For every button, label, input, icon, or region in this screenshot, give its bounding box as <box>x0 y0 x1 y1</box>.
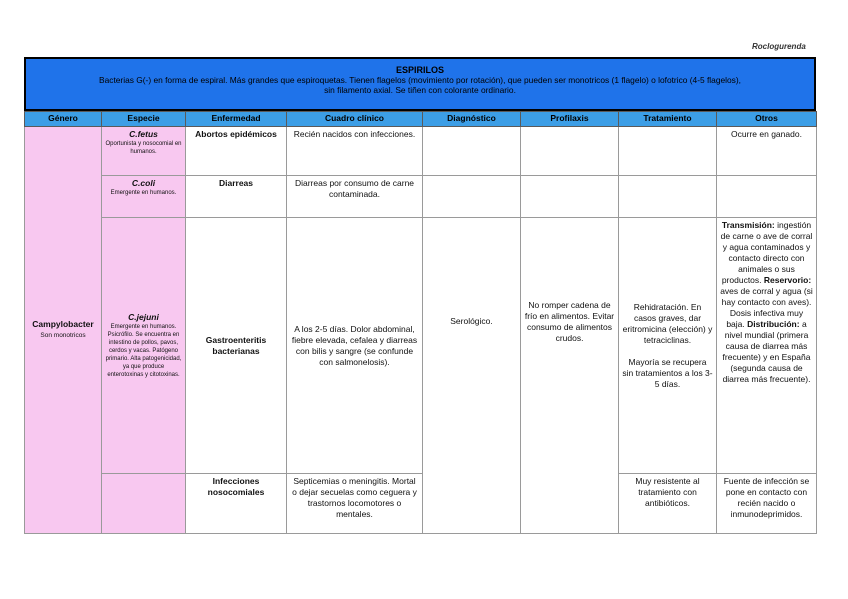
species-cell-jejuni <box>102 218 186 474</box>
transmission-label: Transmisión: <box>721 220 775 230</box>
treatment-cell-nosocomial: Muy resistente al tratamiento con antibióticos. <box>619 474 717 534</box>
table-header-row <box>25 112 817 127</box>
table-row-jejuni <box>25 218 817 474</box>
prophylaxis-cell-fetus <box>521 127 619 176</box>
treatment-cell-fetus <box>619 127 717 176</box>
treatment-cell-coli <box>619 176 717 218</box>
col-header-clinical: Cuadro clínico <box>287 112 423 127</box>
section-description-line-2: sin filamento axial. Se tiñen con colorante ordinario. <box>324 85 516 96</box>
col-header-others: Otros <box>717 112 817 127</box>
section-title: ESPIRILOS <box>395 65 444 75</box>
species-name-coli: C.coli <box>131 178 156 188</box>
distribution-text: a nivel mundial (primera causa de diarrea más frecuente) y en España (segunda causa de diarrea más frecuente). <box>722 319 811 384</box>
species-name-fetus: C.fetus <box>129 129 158 139</box>
col-header-treatment: Tratamiento <box>619 112 717 127</box>
treatment-jejuni-part-2: Mayoría se recupera sin tratamientos a los 3-5 días. <box>622 356 713 389</box>
genus-name: Campylobacter <box>32 319 94 329</box>
col-header-species: Especie <box>102 112 186 127</box>
bacteria-table <box>24 111 817 534</box>
clinical-cell-nosocomial: Septicemias o meningitis. Mortal o dejar secuelas como ceguera y trastornos locomotores o mentales. <box>287 474 423 534</box>
species-note-fetus: Oportunista y nosocomial en humanos. <box>105 141 182 155</box>
col-header-diagnosis: Diagnóstico <box>423 112 521 127</box>
species-note-jejuni: Emergente en humanos. Psicrófilo. Se encuentra en intestino de pollos, pavos, cerdos y vacas. Patógeno primario. Alta patogenicidad, ya que produce enterotoxinas y citotoxinas. <box>105 324 182 378</box>
species-cell-nosocomial <box>102 474 186 534</box>
others-cell-nosocomial: Fuente de infección se pone en contacto con recién nacido o inmunodeprimidos. <box>717 474 817 534</box>
species-name-jejuni: C.jejuni <box>128 312 159 322</box>
table-row-coli <box>25 176 817 218</box>
disease-cell-coli: Diarreas <box>186 176 287 218</box>
reservoir-text: aves de corral y agua (si hay contacto con aves). Dosis infectiva muy baja. <box>720 286 813 329</box>
disease-cell-nosocomial: Infecciones nosocomiales <box>186 474 287 534</box>
section-description-line-1: Bacterias G(-) en forma de espiral. Más grandes que espiroquetas. Tienen flagelos (movimiento por rotación), que pueden ser monotricos (1 flagelo) o lofotrico (4-5 flagelos), <box>99 75 741 86</box>
clinical-cell-coli: Diarreas por consumo de carne contaminada. <box>287 176 423 218</box>
prophylaxis-cell-jejuni: No romper cadena de frío en alimentos. Evitar consumo de alimentos crudos. <box>521 218 619 534</box>
transmission-text: ingestión de carne o ave de corral y agua contaminados y contacto directo con animales o sus productos. <box>720 220 813 285</box>
genus-cell <box>25 127 102 534</box>
reservoir-label: Reservorio: <box>763 275 812 285</box>
document-sheet <box>24 57 816 534</box>
disease-cell-jejuni: Gastroenteritis bacterianas <box>186 218 287 474</box>
brand-logo: Roclogurenda <box>752 42 806 51</box>
genus-note: Son monotricos <box>40 332 86 339</box>
table-row-nosocomial <box>25 474 817 534</box>
treatment-cell-jejuni <box>619 218 717 474</box>
distribution-label: Distribución: <box>747 319 800 329</box>
species-cell-coli <box>102 176 186 218</box>
diagnosis-cell-jejuni: Serológico. <box>423 218 521 534</box>
species-note-coli: Emergente en humanos. <box>110 190 177 196</box>
col-header-prophylaxis: Profilaxis <box>521 112 619 127</box>
col-header-disease: Enfermedad <box>186 112 287 127</box>
treatment-jejuni-part-1: Rehidratación. En casos graves, dar eritromicina (elección) y tetraciclinas. <box>622 301 713 345</box>
species-cell-fetus <box>102 127 186 176</box>
disease-cell-fetus: Abortos epidémicos <box>186 127 287 176</box>
col-header-genus: Género <box>25 112 102 127</box>
diagnosis-cell-fetus <box>423 127 521 176</box>
section-header <box>24 57 816 111</box>
others-cell-fetus: Ocurre en ganado. <box>717 127 817 176</box>
clinical-cell-jejuni: A los 2-5 días. Dolor abdominal, fiebre elevada, cefalea y diarreas con bilis y sangre (se confunde con salmonelosis). <box>287 218 423 474</box>
clinical-cell-fetus: Recién nacidos con infecciones. <box>287 127 423 176</box>
others-cell-jejuni <box>717 218 817 474</box>
diagnosis-cell-coli <box>423 176 521 218</box>
others-cell-coli <box>717 176 817 218</box>
prophylaxis-cell-coli <box>521 176 619 218</box>
table-row-fetus <box>25 127 817 176</box>
